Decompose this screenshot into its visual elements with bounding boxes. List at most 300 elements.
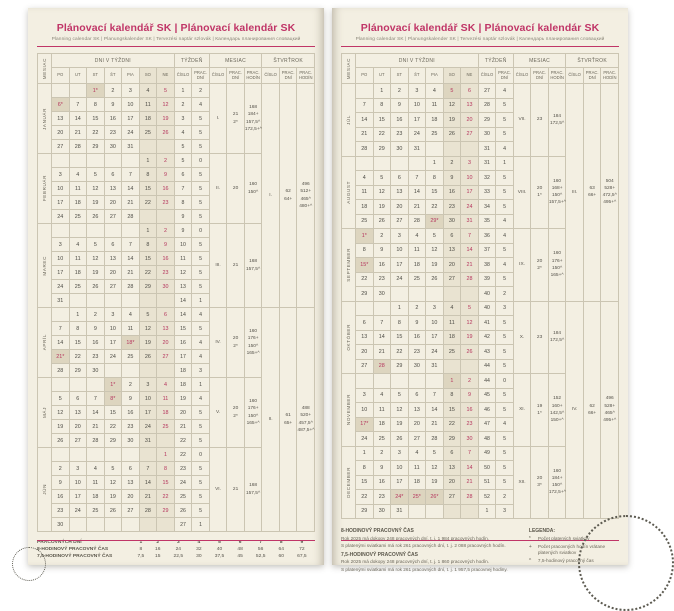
day-header-št: ŠT: [104, 68, 122, 84]
week-number-cell: 36: [478, 229, 496, 244]
day-cell: 23: [87, 350, 105, 364]
sub-header: ČÍSLO: [209, 68, 227, 84]
day-cell: 8: [69, 322, 87, 336]
day-cell: 17: [52, 196, 70, 210]
day-cell: [104, 224, 122, 238]
day-cell: [373, 301, 391, 316]
quarter-number-cell: I.: [262, 84, 280, 308]
day-cell: 7: [461, 446, 479, 461]
month-hours-cell: 160 168+ 150^ 157,5+^: [548, 156, 566, 229]
day-cell: 12: [104, 476, 122, 490]
day-cell: 4: [69, 238, 87, 252]
day-cell: 17: [408, 113, 426, 128]
month-name-cell: [342, 446, 356, 519]
day-cell: 27: [104, 210, 122, 224]
day-cell: 12: [52, 406, 70, 420]
day-cell: 6: [391, 171, 409, 186]
quarter-hours-cell: 488 520+ 457,5^ 487,5+^: [297, 308, 315, 532]
day-cell: [69, 294, 87, 308]
month-number-cell: IX.: [513, 229, 531, 302]
day-cell: 28: [69, 140, 87, 154]
legend-symbol: +: [528, 544, 532, 550]
day-cell: 8*: [104, 392, 122, 406]
day-cell: 4: [69, 168, 87, 182]
day-cell: 16: [373, 258, 391, 273]
day-cell: 28: [373, 359, 391, 374]
day-cell: 9: [443, 171, 461, 186]
day-cell: 7: [69, 98, 87, 112]
day-cell: [391, 374, 409, 389]
day-cell: 11: [157, 392, 175, 406]
day-cell: 28: [52, 364, 70, 378]
day-cell: 22: [391, 345, 409, 360]
month-name-cell: [342, 84, 356, 157]
day-cell: 4: [373, 388, 391, 403]
month-workdays-cell: 20 2*: [227, 378, 245, 448]
day-cell: 21: [87, 420, 105, 434]
day-cell: [122, 154, 140, 168]
day-cell: 15: [69, 336, 87, 350]
sub-header: PRAC. HODÍN: [297, 68, 315, 84]
day-cell: 14: [408, 185, 426, 200]
workdays-value: 37,5: [214, 554, 225, 559]
week-workdays-cell: 2: [192, 84, 210, 98]
workdays-value: 7,5: [137, 554, 145, 559]
day-cell: 1: [139, 224, 157, 238]
day-cell: [426, 374, 444, 389]
week-workdays-cell: 5: [192, 476, 210, 490]
day-cell: 25: [373, 432, 391, 447]
week-number-cell: 7: [174, 182, 192, 196]
day-cell: 11: [408, 461, 426, 476]
day-cell: [87, 224, 105, 238]
day-header-pia: PIA: [426, 68, 444, 84]
day-cell: 1: [443, 374, 461, 389]
day-cell: 8: [139, 168, 157, 182]
page-subtitle: Planning calendar SK | Planungskalender SK | Tervezési naptár szlovák | Календарь планирования словацкий: [51, 37, 301, 42]
quarter-workdays-cell: 61 65+: [279, 308, 297, 532]
week-number-cell: 15: [174, 322, 192, 336]
month-workdays-cell: 20 1*: [531, 156, 549, 229]
week-row: [38, 84, 315, 98]
day-cell: [157, 210, 175, 224]
group-header: MESIAC: [209, 54, 262, 68]
week-workdays-cell: 5: [496, 359, 514, 374]
week-workdays-cell: 4: [496, 417, 514, 432]
day-cell: [52, 378, 70, 392]
workdays-value: 52,5: [255, 554, 266, 559]
day-cell: 23: [122, 420, 140, 434]
day-cell: 4: [157, 378, 175, 392]
day-cell: 17*: [356, 417, 374, 432]
summary-8h-title: 8-HODINOVÝ PRACOVNÝ ČAS: [341, 528, 414, 534]
week-workdays-cell: 5: [496, 403, 514, 418]
day-cell: 6: [157, 308, 175, 322]
footer-rule: [37, 540, 315, 541]
month-hours-cell: 184 172,5^: [548, 84, 566, 157]
day-cell: 15: [443, 403, 461, 418]
day-cell: [69, 378, 87, 392]
week-workdays-cell: 5: [496, 243, 514, 258]
day-cell: 25: [87, 504, 105, 518]
day-cell: 27: [356, 359, 374, 374]
day-cell: 30: [122, 434, 140, 448]
month-name-cell: [38, 378, 52, 448]
week-workdays-cell: 1: [192, 378, 210, 392]
day-cell: 22: [104, 420, 122, 434]
day-cell: [461, 359, 479, 374]
day-cell: 3: [104, 308, 122, 322]
day-cell: [391, 156, 409, 171]
day-cell: 9: [104, 98, 122, 112]
day-cell: [426, 504, 444, 519]
week-workdays-cell: 5: [192, 322, 210, 336]
week-number-cell: 31: [478, 156, 496, 171]
day-cell: 20: [408, 417, 426, 432]
day-cell: 28: [356, 142, 374, 157]
day-cell: 20: [356, 345, 374, 360]
day-cell: 20: [52, 126, 70, 140]
day-cell: 29: [157, 504, 175, 518]
day-cell: 4: [122, 308, 140, 322]
day-cell: 16: [373, 475, 391, 490]
legend-text: Počet pracovných hodín vrátane platených sviatkov: [537, 544, 606, 555]
day-cell: [443, 287, 461, 302]
week-number-cell: 34: [478, 200, 496, 215]
workdays-row: [37, 546, 315, 553]
day-cell: [52, 84, 70, 98]
day-cell: 26: [443, 127, 461, 142]
sub-header: PRAC. DNÍ: [583, 68, 601, 84]
day-cell: 27: [69, 434, 87, 448]
day-cell: 19: [52, 420, 70, 434]
day-cell: 25: [69, 280, 87, 294]
day-cell: 28: [461, 490, 479, 505]
day-cell: 4: [426, 84, 444, 99]
day-cell: [122, 448, 140, 462]
month-number-cell: IV.: [209, 308, 227, 378]
day-cell: 30: [461, 432, 479, 447]
week-workdays-cell: 2: [496, 287, 514, 302]
month-workdays-cell: 21: [227, 448, 245, 532]
day-cell: 24: [122, 126, 140, 140]
week-workdays-cell: 4: [496, 142, 514, 157]
day-cell: 11: [426, 98, 444, 113]
day-cell: 14: [122, 252, 140, 266]
week-workdays-cell: 5: [192, 252, 210, 266]
day-cell: 8: [426, 171, 444, 186]
day-cell: 23: [373, 490, 391, 505]
day-cell: 5: [373, 171, 391, 186]
day-cell: [373, 156, 391, 171]
day-cell: 16: [52, 490, 70, 504]
legend-title: LEGENDA:: [528, 528, 556, 534]
sub-header: ČÍSLO: [174, 68, 192, 84]
workdays-value: 16: [155, 547, 161, 552]
sub-header: ČÍSLO: [566, 68, 584, 84]
day-cell: 29: [356, 504, 374, 519]
day-cell: [426, 287, 444, 302]
day-cell: [157, 518, 175, 532]
day-cell: 17: [139, 406, 157, 420]
day-cell: [69, 84, 87, 98]
week-number-cell: 32: [478, 171, 496, 186]
day-cell: 22: [139, 266, 157, 280]
summary-75h-line1: Rok 2025 má dokopy 248 pracovných dní, t. j. 1 860 pracovných hodín.: [341, 559, 490, 565]
quarter-number-cell: IV.: [566, 301, 584, 519]
day-cell: 17: [69, 490, 87, 504]
week-number-cell: 23: [174, 462, 192, 476]
day-cell: 25: [139, 126, 157, 140]
sub-header: PRAC. DNÍ: [192, 68, 210, 84]
day-cell: 14: [139, 476, 157, 490]
day-cell: 21: [139, 490, 157, 504]
day-cell: 17: [461, 185, 479, 200]
day-cell: 29: [139, 280, 157, 294]
sub-header: PRAC. DNÍ: [227, 68, 245, 84]
header-rule: [341, 46, 619, 47]
day-cell: 6: [122, 462, 140, 476]
calendar-table-jul-dec: [341, 53, 619, 519]
day-cell: 31: [408, 142, 426, 157]
week-number-cell: 35: [478, 214, 496, 229]
week-number-cell: 2: [174, 98, 192, 112]
group-header: ŠTVRŤROK: [262, 54, 315, 68]
day-cell: 31: [426, 359, 444, 374]
week-workdays-cell: 5: [192, 238, 210, 252]
week-number-cell: 1: [478, 504, 496, 519]
day-cell: 29: [87, 140, 105, 154]
day-cell: 5: [461, 301, 479, 316]
day-cell: 29: [373, 142, 391, 157]
day-cell: 5: [426, 229, 444, 244]
day-cell: 30: [373, 287, 391, 302]
day-cell: 24: [52, 210, 70, 224]
day-cell: 16: [391, 113, 409, 128]
week-number-cell: 31: [478, 142, 496, 157]
day-cell: 11: [408, 243, 426, 258]
week-workdays-cell: 5: [496, 345, 514, 360]
day-cell: 20: [443, 258, 461, 273]
week-workdays-cell: 5: [192, 266, 210, 280]
month-hours-cell: 168 157,5^: [244, 224, 262, 308]
week-workdays-cell: 5: [192, 504, 210, 518]
week-number-cell: 51: [478, 475, 496, 490]
day-header-po: PO: [356, 68, 374, 84]
week-workdays-cell: 4: [496, 84, 514, 99]
day-cell: 4: [87, 462, 105, 476]
day-cell: [461, 287, 479, 302]
day-cell: 15: [373, 113, 391, 128]
day-cell: 3: [426, 301, 444, 316]
day-cell: 23: [157, 196, 175, 210]
day-cell: 28: [122, 280, 140, 294]
week-number-cell: 22: [174, 434, 192, 448]
week-row: [342, 301, 619, 316]
day-cell: 3: [408, 84, 426, 99]
month-workdays-cell: 23: [531, 301, 549, 374]
day-cell: 18: [408, 258, 426, 273]
day-cell: 3: [122, 84, 140, 98]
group-header: MESIAC: [513, 54, 566, 68]
day-cell: 2: [87, 308, 105, 322]
day-cell: 13: [356, 330, 374, 345]
day-cell: 13: [52, 112, 70, 126]
week-number-cell: 37: [478, 243, 496, 258]
day-cell: 24: [408, 127, 426, 142]
day-cell: 21: [426, 417, 444, 432]
week-workdays-cell: 0: [496, 374, 514, 389]
day-cell: 10: [122, 98, 140, 112]
day-cell: [87, 154, 105, 168]
day-cell: 13: [443, 243, 461, 258]
day-cell: 17: [426, 330, 444, 345]
day-cell: 3: [461, 156, 479, 171]
month-column-header: [38, 54, 52, 84]
day-cell: 23: [408, 345, 426, 360]
week-number-cell: 8: [174, 196, 192, 210]
day-cell: 19: [87, 196, 105, 210]
week-workdays-cell: 5: [192, 490, 210, 504]
week-workdays-cell: 5: [496, 316, 514, 331]
day-cell: [69, 154, 87, 168]
sub-header: ČÍSLO: [513, 68, 531, 84]
day-cell: [356, 156, 374, 171]
day-cell: 12: [426, 461, 444, 476]
day-cell: 14: [373, 330, 391, 345]
day-cell: 19: [426, 475, 444, 490]
day-cell: 19: [104, 490, 122, 504]
month-column-header-label: MESIAC: [346, 57, 351, 80]
day-cell: 7: [461, 229, 479, 244]
week-workdays-cell: 0: [192, 154, 210, 168]
page-title: Plánovací kalendář SK | Plánovací kalendár SK: [56, 22, 296, 34]
month-hours-cell: 160 176+ 150^ 165+^: [244, 308, 262, 378]
day-cell: 14: [122, 182, 140, 196]
day-cell: 15: [426, 185, 444, 200]
day-cell: 28: [87, 434, 105, 448]
week-workdays-cell: 4: [192, 392, 210, 406]
day-header-st: ST: [391, 68, 409, 84]
week-number-cell: 25: [174, 490, 192, 504]
week-number-cell: 39: [478, 272, 496, 287]
day-cell: 26: [426, 272, 444, 287]
day-cell: 9: [408, 316, 426, 331]
day-cell: 19: [139, 336, 157, 350]
workdays-value: 22,5: [173, 554, 184, 559]
day-cell: [443, 504, 461, 519]
week-number-cell: 17: [174, 350, 192, 364]
day-cell: 17: [391, 258, 409, 273]
week-number-cell: 38: [478, 258, 496, 273]
day-cell: 1*: [87, 84, 105, 98]
day-cell: 19: [443, 113, 461, 128]
day-cell: 21: [461, 258, 479, 273]
day-cell: [139, 448, 157, 462]
legend-text: Počet platených sviatkov: [537, 536, 590, 541]
day-cell: 22: [373, 127, 391, 142]
day-cell: 7: [373, 316, 391, 331]
day-cell: 26: [52, 434, 70, 448]
day-cell: 11: [69, 252, 87, 266]
workdays-value: 8: [279, 540, 283, 545]
calendar-table-jan-jun: [37, 53, 315, 532]
day-cell: 29: [69, 364, 87, 378]
workdays-value: 32: [196, 547, 202, 552]
month-workdays-cell: 21 2*: [227, 84, 245, 154]
week-number-cell: 26: [174, 504, 192, 518]
day-cell: 19: [391, 417, 409, 432]
month-workdays-cell: 20 3*: [531, 446, 549, 519]
week-number-cell: 42: [478, 330, 496, 345]
day-cell: [373, 374, 391, 389]
month-number-cell: VII.: [513, 84, 531, 157]
day-cell: 28: [426, 432, 444, 447]
day-cell: 31: [52, 294, 70, 308]
week-number-cell: 9: [174, 224, 192, 238]
week-workdays-cell: 4: [496, 214, 514, 229]
day-cell: 29: [356, 287, 374, 302]
day-cell: 7: [87, 392, 105, 406]
week-number-cell: 30: [478, 127, 496, 142]
week-number-cell: 3: [174, 112, 192, 126]
day-cell: 25: [157, 420, 175, 434]
day-cell: 25: [426, 127, 444, 142]
week-workdays-cell: 5: [496, 127, 514, 142]
week-number-cell: 49: [478, 446, 496, 461]
day-cell: [157, 434, 175, 448]
day-cell: [139, 140, 157, 154]
month-number-cell: VI.: [209, 448, 227, 532]
day-cell: [408, 504, 426, 519]
day-cell: 10: [356, 403, 374, 418]
week-number-cell: 48: [478, 432, 496, 447]
page-title: Plánovací kalendář SK | Plánovací kalendár SK: [360, 22, 600, 34]
day-header-so: SO: [139, 68, 157, 84]
day-cell: 1: [356, 446, 374, 461]
day-cell: 5: [104, 462, 122, 476]
month-name-label: JÚL: [346, 114, 351, 125]
day-cell: 22: [69, 350, 87, 364]
summary-8h-line1: Rok 2025 má dokopy 248 pracovných dní, t. j. 1 984 pracovných hodín.: [341, 535, 490, 541]
day-cell: 21*: [52, 350, 70, 364]
day-cell: [122, 224, 140, 238]
day-cell: 1: [157, 448, 175, 462]
day-cell: [443, 142, 461, 157]
week-number-cell: 5: [174, 154, 192, 168]
week-workdays-cell: 1: [192, 518, 210, 532]
day-cell: 4: [356, 171, 374, 186]
day-cell: 22: [356, 490, 374, 505]
day-cell: 21: [122, 196, 140, 210]
month-number-cell: III.: [209, 224, 227, 308]
day-header-st: ST: [87, 68, 105, 84]
week-workdays-cell: 4: [192, 350, 210, 364]
quarter-hours-cell: 496 512+ 465^ 480+^: [297, 84, 315, 308]
day-cell: 26: [87, 210, 105, 224]
week-number-cell: 4: [174, 126, 192, 140]
day-cell: 13: [408, 403, 426, 418]
week-workdays-cell: 5: [192, 406, 210, 420]
week-number-cell: 40: [478, 301, 496, 316]
day-cell: [52, 448, 70, 462]
day-cell: 25: [443, 345, 461, 360]
day-cell: 26: [87, 280, 105, 294]
day-cell: 2: [104, 84, 122, 98]
week-workdays-cell: 5: [192, 210, 210, 224]
month-number-cell: I.: [209, 84, 227, 154]
day-cell: [408, 287, 426, 302]
